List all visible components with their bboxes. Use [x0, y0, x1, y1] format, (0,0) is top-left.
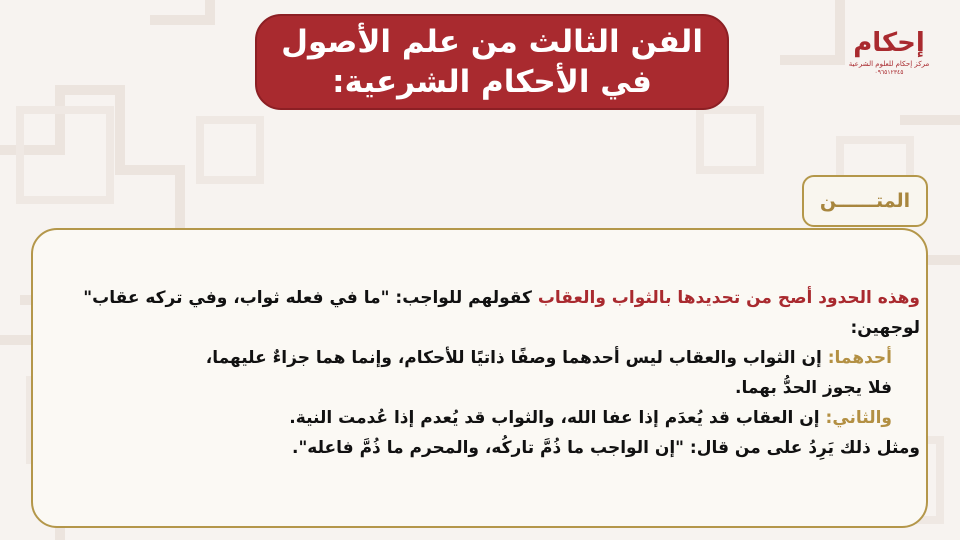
paragraph-2-text: إن الثواب والعقاب ليس أحدهما وصفًا ذاتيًا للأحكام، وإنما هما جزاءٌ عليهما،	[205, 348, 828, 368]
paragraph-2	[60, 343, 920, 373]
paragraph-3	[60, 403, 920, 433]
title-line-2: في الأحكام الشرعية:	[332, 64, 652, 100]
logo-subtitle: مركز إحكام للعلوم الشرعية	[848, 60, 930, 68]
content-text	[60, 283, 920, 463]
label-first: أحدهما:	[827, 348, 892, 368]
logo	[848, 26, 930, 92]
title-line-1: الفن الثالث من علم الأصول	[281, 24, 703, 60]
logo-phone: ٠٩٦٥١٢٣٤٥	[874, 69, 904, 76]
paragraph-1	[60, 283, 920, 343]
label-second: والثاني:	[825, 408, 892, 428]
paragraph-2-continuation: فلا يجوز الحدُّ بهما.	[734, 378, 892, 398]
logo-name: إحكام	[853, 28, 925, 58]
title-banner	[255, 14, 729, 110]
paragraph-4: ومثل ذلك يَرِدُ على من قال: "إن الواجب ما ذُمَّ تاركُه، والمحرم ما ذُمَّ فاعله".	[291, 438, 920, 458]
paragraph-1-text: كقولهم للواجب: "ما في فعله ثواب، وفي تركه عقاب" لوجهين:	[83, 288, 920, 338]
section-tab-label: المتــــــن	[819, 190, 911, 212]
section-tab	[802, 175, 928, 227]
highlight-red: وهذه الحدود أصح من تحديدها بالثواب والعقاب	[537, 288, 920, 308]
paragraph-3-text: إن العقاب قد يُعدَم إذا عفا الله، والثواب قد يُعدم إذا عُدمت النية.	[289, 408, 826, 428]
